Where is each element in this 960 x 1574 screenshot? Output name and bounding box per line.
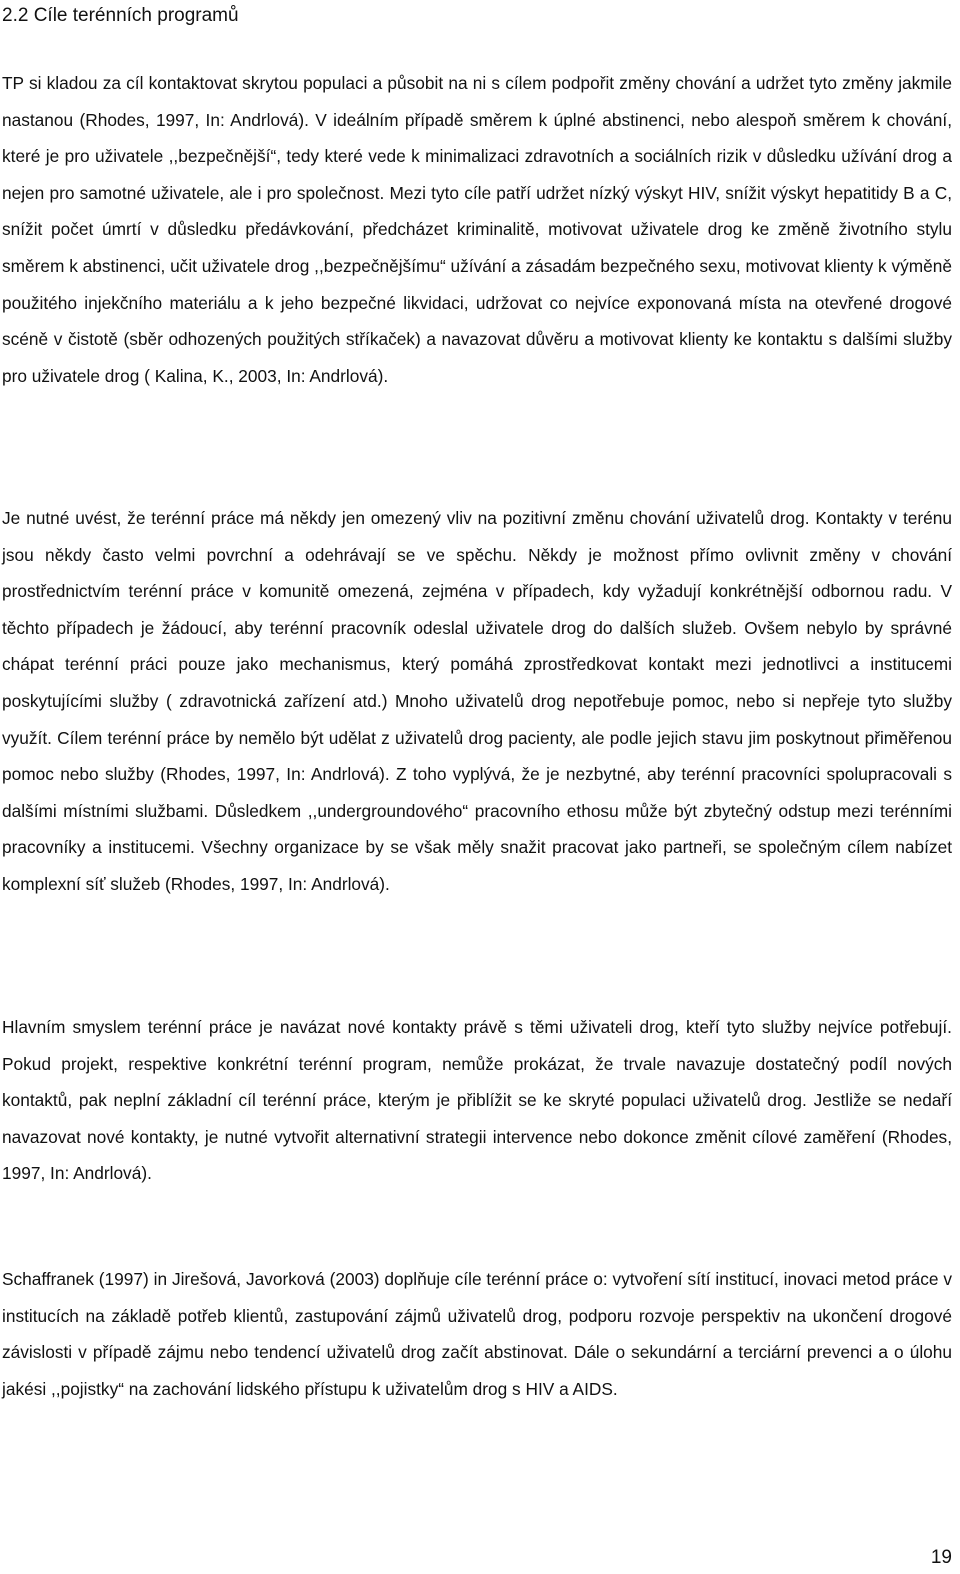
paragraph-program-goals: TP si kladou za cíl kontaktovat skrytou populaci a působit na ni s cílem podpořit změny chování a udržet tyto změny jakmile nastanou (Rhodes, 1997, In: Andrlová). V ideálním případě směrem k úplné abstinenci, nebo alespoň směrem k chování, které je pro uživatele ,,bezpečnější“, tedy které vede k minimalizaci zdravotních a sociálních rizik v důsledku užívání drog a nejen pro samotné uživatele, ale i pro společnost. Mezi tyto cíle patří udržet nízký výskyt HIV, snížit výskyt hepatitidy B a C, snížit počet úmrtí v důsledku předávkování, předcházet kriminalitě, motivovat uživatele drog ke změně životního stylu směrem k abstinenci, učit uživatele drog ,,bezpečnějšímu“ užívání a zásadám bezpečného sexu, motivovat klienty k výměně použitého injekčního materiálu a k jeho bezpečné likvidaci, udržovat co nejvíce exponovaná místa na otevřené drogové scéně v čistotě (sběr odhozených použitých stříkaček) a navazovat důvěru a motivovat klienty ke kontaktu s dalšími služby pro uživatele drog ( Kalina, K., 2003, In: Andrlová). (2, 73, 952, 386)
paragraph-limited-influence: Je nutné uvést, že terénní práce má někdy jen omezený vliv na pozitivní změnu chování uživatelů drog. Kontakty v terénu jsou někdy často velmi povrchní a odehrávají se ve spěchu. Někdy je možnost přímo ovlivnit změny v chování prostřednictvím terénní práce v komunitě omezená, zejména v případech, kdy vyžadují konkrétnější odbornou radu. V těchto případech je žádoucí, aby terénní pracovník odeslal uživatele drog do dalších služeb. Ovšem nebylo by správné chápat terénní práci pouze jako mechanismus, který pomáhá zprostředkovat kontakt mezi jednotlivci a institucemi poskytujícími služby ( zdravotnická zařízení atd.) Mnoho uživatelů drog nepotřebuje pomoc, nebo si nepřeje tyto služby využít. Cílem terénní práce by nemělo být udělat z uživatelů drog pacienty, ale podle jejich stavu jim poskytnout přiměřenou pomoc nebo služby (Rhodes, 1997, In: Andrlová). Z toho vyplývá, že je nezbytné, aby terénní pracovníci spolupracovali s dalšími místními službami. Důsledkem ,,undergroundového“ pracovního ethosu může být zbytečný odstup mezi terénními pracovníky a institucemi. Všechny organizace by se však měly snažit pracovat jako partneři, se společným cílem nabízet komplexní síť služeb (Rhodes, 1997, In: Andrlová). (2, 508, 952, 894)
paragraph-new-contacts: Hlavním smyslem terénní práce je navázat nové kontakty právě s těmi uživateli drog, kteří tyto služby nejvíce potřebují. Pokud projekt, respektive konkrétní terénní program, nemůže prokázat, že trvale navazuje dostatečný podíl nových kontaktů, pak neplní základní cíl terénní práce, kterým je přiblížit se ke skryté populaci uživatelů drog. Jestliže se nedaří navazovat nové kontakty, je nutné vytvořit alternativní strategii intervence nebo dokonce změnit cílové zaměření (Rhodes, 1997, In: Andrlová). (2, 1017, 952, 1184)
section-heading: 2.2 Cíle terénních programů (2, 5, 239, 26)
page-number: 19 (930, 1547, 952, 1568)
paragraph-schaffranek: Schaffranek (1997) in Jirešová, Javorková (2003) doplňuje cíle terénní práce o: vytvoření sítí institucí, inovaci metod práce v institucích na základě potřeb klientů, zastupování zájmů uživatelů drog, podporu rozvoje perspektiv na ukončení drogové závislosti v případě zájmu nebo tendencí uživatelů drog začít abstinovat. Dále o sekundární a terciární prevenci a o úlohu jakési ,,pojistky“ na zachování lidského přístupu k uživatelům drog s HIV a AIDS. (2, 1269, 952, 1399)
